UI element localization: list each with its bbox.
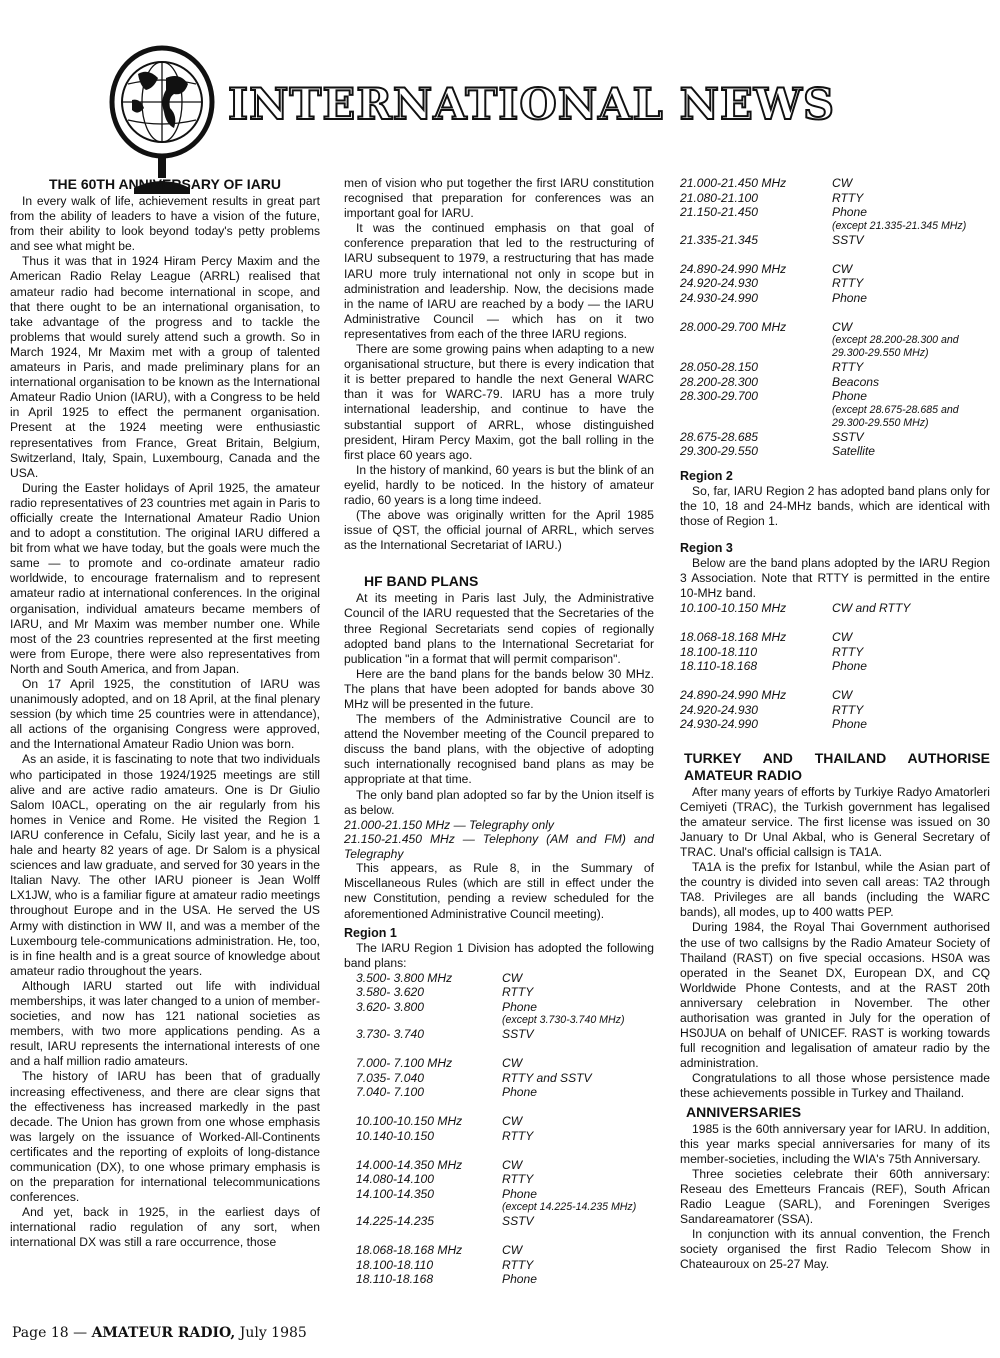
band-usage: CW	[502, 1157, 523, 1172]
band-usage: CW	[502, 970, 523, 985]
frequency-range	[680, 417, 832, 430]
group-spacer	[680, 247, 990, 262]
band-usage: Phone	[502, 1186, 537, 1201]
band-plan-row	[680, 404, 990, 417]
band-plan-row	[356, 1027, 654, 1042]
paragraph: Below are the band plans adopted by the IARU Region 3 Association. Note that RTTY is permitted in the entire 10-MHz band.	[680, 555, 990, 600]
band-usage: Phone	[502, 1272, 537, 1287]
paragraph: In every walk of life, achievement results in great part from the ability of leaders to have a vision of the future, from their ability to look beyond today's petty problems and see what might be.	[10, 194, 320, 254]
paragraph: During 1984, the Royal Thai Government authorised the use of two callsigns by the Radio Amateur Society of Thailand (RAST) on five special occasions. HS0A was operated in the Seanet DX, European DX, and CQ Worldwide Phone Contests, and at the RAST 20th anniversary celebration in November. The other authorisation was granted in July for the operation of HS0JUA on behalf of UNICEF. RAST is working towards full recognition and legalisation of amateur radio by the administration.	[680, 920, 990, 1071]
frequency-range	[680, 220, 832, 233]
frequency-range: 18.110-18.168	[356, 1272, 434, 1287]
band-usage: (except 21.335-21.345 MHz)	[832, 219, 967, 232]
region-3-heading: Region 3	[680, 540, 733, 555]
band-usage: Phone	[502, 999, 537, 1014]
band-plan-row	[680, 430, 990, 445]
band-plan-row	[680, 262, 990, 277]
group-spacer	[356, 1042, 654, 1057]
band-plan-row	[680, 191, 990, 206]
frequency-range: 28.200-28.300	[680, 374, 759, 389]
band-usage: CW	[502, 1243, 523, 1258]
paragraph: men of vision who put together the first IARU constitution recognised that preparation for conferences was an important goal for IARU.	[344, 176, 654, 221]
band-plan-row	[356, 971, 654, 986]
band-usage: RTTY	[832, 276, 864, 290]
band-usage: CW	[502, 1056, 523, 1071]
frequency-range: 3.580- 3.620	[356, 985, 424, 1000]
frequency-range: 10.100-10.150 MHz	[356, 1114, 463, 1129]
frequency-range: 28.675-28.685	[680, 429, 759, 444]
paragraph: This appears, as Rule 8, in the Summary of Miscellaneous Rules (which are still in effect under the new Constitution, pending a review scheduled for the aforementioned Administrative Council meeting).	[344, 861, 654, 921]
band-usage: 29.300-29.550 MHz)	[832, 347, 929, 359]
band-plan-row	[356, 985, 654, 1000]
band-plan-row	[680, 703, 990, 718]
masthead-title: INTERNATIONAL NEWS	[228, 80, 836, 130]
band-usage: Phone	[832, 659, 867, 674]
frequency-range: 29.300-29.550	[680, 444, 759, 458]
paragraph: At its meeting in Paris last July, the Administrative Council of the IARU requested that the Secretaries of the three Regional Secretariats send copies of regionally adopted band plans to the International Secretariat for publication "in a format that will permit comparison".	[344, 591, 654, 666]
frequency-range: 24.930-24.990	[680, 717, 759, 732]
band-plan-row	[680, 717, 990, 732]
band-plan-row	[680, 375, 990, 390]
paragraph: So, far, IARU Region 2 has adopted band plans only for the 10, 18 and 24-MHz bands, which are identical with those of Region 1.	[680, 483, 990, 528]
band-plan-row	[680, 176, 990, 191]
band-plan-row	[680, 645, 990, 660]
paragraph: On 17 April 1925, the constitution of IARU was unanimously adopted, and on 18 April, at the final plenary session (by which time 25 countries were in attendance), all actions of the organising Congress were approved, and the International Amateur Radio Union was born.	[10, 677, 320, 752]
band-usage: RTTY	[832, 702, 864, 717]
band-plan-row	[680, 444, 990, 459]
frequency-range: 21.150-21.450	[680, 205, 759, 219]
band-usage: CW	[502, 1114, 523, 1129]
frequency-range: 14.000-14.350 MHz	[356, 1157, 463, 1172]
frequency-range	[680, 404, 832, 417]
band-plan-row	[356, 1056, 654, 1071]
band-usage: CW	[832, 176, 853, 190]
paragraph: After many years of efforts by Turkiye Radyo Amatorleri Cemiyeti (TRAC), the Turkish government has legalised the amateur service. The first license was issued on 30 January to Dr Unal Akbal, who is General Secretary of TRAC. Unal's official callsign is TA1A.	[680, 784, 990, 859]
union-plan-line: 21.150-21.450 MHz — Telephony (AM and FM) and Telegraphy	[344, 832, 654, 861]
frequency-range: 14.080-14.100	[356, 1172, 435, 1187]
band-usage: 29.300-29.550 MHz)	[832, 416, 929, 429]
group-spacer	[680, 616, 990, 631]
region-3-band-plan-table	[680, 601, 990, 732]
frequency-range: 7.000- 7.100 MHz	[356, 1056, 453, 1071]
frequency-range: 18.068-18.168 MHz	[680, 630, 787, 645]
paragraph: TA1A is the prefix for Istanbul, while the Asian part of the country is divided into seven call areas: TA2 through TA8. Privileges are all bands (including the WARC bands), all modes, up to 400 watts PEP.	[680, 860, 990, 920]
paragraph: The IARU Region 1 Division has adopted the following band plans:	[344, 940, 654, 970]
band-usage: CW	[832, 261, 853, 276]
region-1-heading: Region 1	[344, 925, 397, 940]
frequency-range: 7.040- 7.100	[356, 1085, 424, 1100]
frequency-range: 14.100-14.350	[356, 1186, 435, 1201]
magazine-name: AMATEUR RADIO,	[91, 1325, 236, 1341]
band-usage: RTTY	[502, 985, 534, 1000]
frequency-range: 18.110-18.168	[680, 659, 758, 674]
frequency-range: 28.000-29.700 MHz	[680, 319, 787, 334]
band-plan-row	[356, 1243, 654, 1258]
band-plan-row	[680, 276, 990, 291]
band-plan-row	[356, 1214, 654, 1229]
band-plan-row	[680, 360, 990, 375]
paragraph: There are some growing pains when adapting to a new organisational structure, but there is every indication that it is better prepared to handle the next General WARC than it was for WARC-79. IARU has a more truly international leadership, and continue to have the substantial support of ARRL, whose distinguished president, Hiram Percy Maxim, got the ball rolling in the first place 60 years ago.	[344, 342, 654, 462]
band-usage: Phone	[832, 717, 867, 732]
section-heading-turkey-thailand: TURKEY AND THAILAND AUTHORISE AMATEUR RADIO	[684, 749, 990, 783]
frequency-range	[356, 1201, 502, 1214]
section-heading-hf-band-plans: HF BAND PLANS	[364, 573, 479, 590]
band-usage: Phone	[502, 1085, 537, 1100]
band-plan-row	[356, 1014, 654, 1027]
frequency-range: 18.100-18.110	[680, 644, 758, 659]
band-plan-row	[356, 1158, 654, 1173]
frequency-range: 3.500- 3.800 MHz	[356, 970, 453, 985]
band-usage: SSTV	[502, 1027, 534, 1042]
paragraph: Thus it was that in 1924 Hiram Percy Maxim and the American Radio Relay League (ARRL) realised that amateur radio had become international in scope, and that there ought to be an international organisation, to take advantage of the progress and to tackle the problems that would surely attend such a growth. So in March 1924, Mr Maxim met with a group of talented amateurs in Paris, and made preliminary plans for an international organisation to be known as the International Amateur Radio Union (IARU), with a Congress to be held in April 1925 to effect the permanent organisation. Present at the 1924 meeting were enthusiastic representatives from France, Great Britain, Belgium, Switzerland, Italy, Spain, Luxembourg, Canada and the USA.	[10, 254, 320, 480]
frequency-range: 18.100-18.110	[356, 1257, 434, 1272]
band-plan-row	[356, 1258, 654, 1273]
issue-date: July 1985	[239, 1325, 307, 1341]
band-usage: SSTV	[832, 429, 864, 444]
group-spacer	[356, 1229, 654, 1244]
band-usage: Phone	[832, 290, 867, 305]
frequency-range: 24.920-24.930	[680, 276, 759, 290]
frequency-range: 24.890-24.990 MHz	[680, 688, 787, 703]
band-plan-row	[680, 347, 990, 360]
band-plan-row	[680, 233, 990, 248]
paragraph: Here are the band plans for the bands below 30 MHz. The plans that have been adopted for bands above 30 MHz will be presented in the future.	[344, 666, 654, 711]
band-plan-row	[680, 630, 990, 645]
band-plan-row	[680, 205, 990, 220]
band-usage: (except 28.675-28.685 and	[832, 403, 959, 416]
frequency-range	[356, 1014, 502, 1027]
band-plan-row	[356, 1187, 654, 1202]
band-plan-row	[680, 417, 990, 430]
frequency-range: 24.920-24.930	[680, 702, 759, 717]
group-spacer	[680, 674, 990, 689]
page-footer	[12, 1325, 307, 1341]
band-usage: RTTY	[502, 1128, 534, 1143]
band-usage: RTTY	[832, 360, 864, 374]
frequency-range: 28.300-29.700	[680, 389, 759, 403]
band-usage: RTTY and SSTV	[502, 1070, 592, 1085]
band-usage: Phone	[832, 389, 867, 403]
frequency-range: 10.140-10.150	[356, 1128, 435, 1143]
frequency-range: 24.930-24.990	[680, 290, 759, 305]
band-plan-row	[356, 1114, 654, 1129]
band-plan-row	[356, 1071, 654, 1086]
page-number: Page 18 —	[12, 1325, 88, 1341]
paragraph: It was the continued emphasis on that goal of conference preparation that led to the restructuring of IARU subsequent to 1979, a restructuring that has made IARU more truly international not only in scope but in administration and leadership. Now, the decisions made in the name of IARU are reached by a body — the IARU Administrative Council — which has on it two representatives from each of the three IARU regions.	[344, 221, 654, 341]
band-usage: (except 14.225-14.235 MHz)	[502, 1201, 637, 1214]
paragraph: (The above was originally written for the April 1985 issue of QST, the official journal of ARRL, which serves as the International Secretariat of IARU.)	[344, 508, 654, 553]
band-usage: Satellite	[832, 444, 876, 458]
column-2	[344, 176, 654, 1287]
frequency-range: 21.335-21.345	[680, 232, 759, 247]
band-usage: SSTV	[832, 232, 864, 247]
band-plan-row	[680, 389, 990, 404]
band-plan-row	[680, 320, 990, 335]
paragraph: The only band plan adopted so far by the Union itself is as below.	[344, 787, 654, 817]
frequency-range: 10.100-10.150 MHz	[680, 601, 787, 616]
union-plan-line: 21.000-21.150 MHz — Telegraphy only	[344, 817, 554, 832]
band-plan-row	[356, 1129, 654, 1144]
frequency-range: 21.080-21.100	[680, 190, 759, 205]
region-2-heading: Region 2	[680, 468, 733, 483]
band-usage: Phone	[832, 205, 867, 219]
paragraph: As an aside, it is fascinating to note that two individuals who participated in those 1924/1925 meetings are still alive and are active radio amateurs. One is Dr Giulio Salom I0ACL, operating on the air regularly from his homes in Venice and Rome. He visited the Region 1 IARU conference in Cefalu, Sicily last year, and he is a hale and hearty 82 years of age. Dr Salom is a physical sciences and law graduate, and served for 30 years in the Italian Navy. The other IARU pioneer is Jean Wolff LX1JW, who is a familiar figure at amateur radio meetings throughout Europe and in the USA. He served the US Army with distinction in WW II, and was a member of the Luxembourg tele-communications administration. He, too, is in fine health and is a great source of knowledge about amateur radio throughout the years.	[10, 752, 320, 978]
frequency-range: 7.035- 7.040	[356, 1070, 424, 1085]
paragraph: 1985 is the 60th anniversary year for IARU. In addition, this year marks special anniversaries for many of its member-societies, including the WIA's 75th Anniversary.	[680, 1121, 990, 1166]
band-usage: CW	[832, 319, 853, 334]
group-spacer	[680, 305, 990, 320]
band-plan-row	[356, 1272, 654, 1287]
band-usage: RTTY	[832, 190, 864, 205]
band-plan-row	[356, 1201, 654, 1214]
frequency-range	[680, 347, 832, 360]
paragraph: The members of the Administrative Council are to attend the November meeting of the Council prepared to discuss the band plans, with the objective of adopting such internationally recognised band plans as may be appropriate at that time.	[344, 712, 654, 787]
paragraph: In conjunction with its annual convention, the French society organised the first Radio Telecom Show in Chateauroux on 25-27 May.	[680, 1227, 990, 1272]
band-plan-row	[680, 334, 990, 347]
band-usage: CW	[832, 630, 853, 645]
band-plan-row	[356, 1000, 654, 1015]
band-usage: (except 3.730-3.740 MHz)	[502, 1014, 625, 1027]
globe-icon	[108, 38, 216, 198]
section-heading-anniversaries: ANNIVERSARIES	[686, 1103, 802, 1120]
band-usage: RTTY	[832, 644, 864, 659]
frequency-range	[680, 334, 832, 347]
group-spacer	[356, 1100, 654, 1115]
paragraph: The history of IARU has been that of gradually increasing effectiveness, and there are clear signs that the effectiveness has increased markedly in the past decade. The Union has grown from one whose emphasis was largely on the issuance of Worked-All-Continents certificates and the reporting of exploits of long-distance communication (DX), to one whose primary emphasis is on the preparation for international telecommunications conferences.	[10, 1069, 320, 1205]
paragraph: Although IARU started out life with individual memberships, it was later changed to a union of member-societies, and now has 121 national societies as members, with two more applications pending. As a result, IARU represents the international interests of one and a half million radio amateurs.	[10, 978, 320, 1069]
frequency-range: 24.890-24.990 MHz	[680, 261, 787, 276]
band-plan-row	[680, 688, 990, 703]
column-1	[10, 176, 320, 1251]
band-usage: RTTY	[502, 1257, 534, 1272]
band-usage: CW	[832, 688, 853, 703]
paragraph: During the Easter holidays of April 1925, the amateur radio representatives of 23 countries met again in Paris to officially create the International Amateur Radio Union and to adopt a constitution. The original IARU differed a bit from what we have today, but the goals were much the same — to promote and co-ordinate amateur radio worldwide, to encourage fraternalism and to represent amateur radio at international conferences. In the original organisation, individual amateurs became members of IARU, and Mr Maxim was member number one. While most of the 23 countries represented at the first meeting were from Europe, there were also representatives from North and South America, and from Japan.	[10, 480, 320, 676]
paragraph: In the history of mankind, 60 years is but the blink of an eyelid, hardly to be noticed. In the history of amateur radio, 60 years is a long time indeed.	[344, 462, 654, 507]
band-plan-row	[680, 601, 990, 616]
frequency-range: 21.000-21.450 MHz	[680, 176, 787, 190]
band-plan-row	[356, 1085, 654, 1100]
frequency-range: 3.620- 3.800	[356, 999, 424, 1014]
band-usage: SSTV	[502, 1214, 534, 1229]
band-usage: RTTY	[502, 1172, 534, 1187]
paragraph: Three societies celebrate their 60th anniversary: Reseau des Emetteurs Francais (REF), South African Radio League (SARL), and Foreningen Sveriges Sandareamatorer (SSA).	[680, 1166, 990, 1227]
paragraph: Congratulations to all those whose persistence made these achievements possible in Turkey and Thailand.	[680, 1071, 990, 1101]
band-plan-row	[680, 220, 990, 233]
band-plan-row	[680, 659, 990, 674]
paragraph: And yet, back in 1925, in the earliest days of international radio regulation of any sort, when international DX was still a rare occurrence, those	[10, 1205, 320, 1250]
frequency-range: 3.730- 3.740	[356, 1027, 424, 1042]
region-1-band-plan-table-continued	[680, 176, 990, 459]
group-spacer	[356, 1143, 654, 1158]
band-usage: Beacons	[832, 374, 880, 389]
region-1-band-plan-table	[356, 971, 654, 1287]
section-heading-iaru: THE 60TH ANNIVERSARY OF IARU	[48, 176, 282, 192]
band-plan-row	[680, 291, 990, 306]
column-3	[680, 176, 990, 1272]
band-usage: CW and RTTY	[832, 601, 911, 616]
frequency-range: 18.068-18.168 MHz	[356, 1243, 463, 1258]
band-plan-row	[356, 1172, 654, 1187]
band-usage: (except 28.200-28.300 and	[832, 334, 959, 346]
frequency-range: 14.225-14.235	[356, 1214, 435, 1229]
frequency-range: 28.050-28.150	[680, 360, 759, 374]
